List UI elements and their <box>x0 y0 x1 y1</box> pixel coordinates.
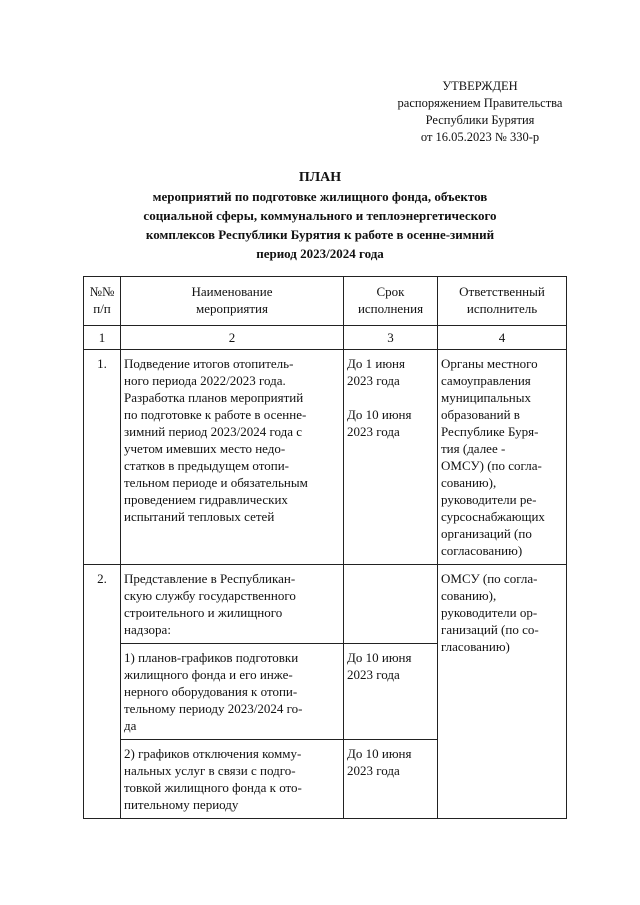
row-responsible: Органы местного самоуправления муниципальных образований в Республике Буря- тия (далее - ОМСУ) (по согла- сованию), руководители ре- сурсоснабжающих организаций (по согласованию) <box>438 350 567 565</box>
subitem-activity: 2) графиков отключения комму- нальных услуг в связи с подго- товкой жилищного фонда к ото- пительному периоду <box>121 740 344 819</box>
table-row <box>84 350 567 565</box>
row-number: 1. <box>84 350 121 565</box>
approval-authority: распоряжением Правительства <box>397 96 563 110</box>
title-line: период 2023/2024 года <box>256 246 384 261</box>
approval-status: УТВЕРЖДЕН <box>442 79 518 93</box>
column-number: 3 <box>344 326 438 350</box>
row-activity: Подведение итогов отопитель- ного периода 2022/2023 года. Разработка планов мероприятий по подготовке к работе в осенне- зимний период 2023/2024 года с учетом имевших место недо- статков в предыдущем отопи- тельном периоде и обязательным проведением гидравлических испытаний тепловых сетей <box>121 350 344 565</box>
column-number: 4 <box>438 326 567 350</box>
header-responsible: Ответственный исполнитель <box>438 277 567 326</box>
row-term-empty <box>344 565 438 644</box>
row-term: До 1 июня 2023 года До 10 июня 2023 года <box>344 350 438 565</box>
plan-table <box>83 276 567 819</box>
table-header-row <box>84 277 567 326</box>
header-term: Срок исполнения <box>344 277 438 326</box>
column-number: 1 <box>84 326 121 350</box>
table-row <box>84 565 567 644</box>
approval-date: от 16.05.2023 № 330-р <box>420 130 540 144</box>
subitem-term: До 10 июня 2023 года <box>344 740 438 819</box>
title-line: социальной сферы, коммунального и теплоэнергетического <box>143 208 497 223</box>
title-line: комплексов Республики Бурятия к работе в осенне-зимний <box>145 227 495 242</box>
subitem-term: До 10 июня 2023 года <box>344 644 438 740</box>
header-name: Наименование мероприятия <box>121 277 344 326</box>
document-title <box>90 168 550 263</box>
approval-stamp <box>380 78 580 146</box>
row-number: 2. <box>84 565 121 819</box>
subitem-activity: 1) планов-графиков подготовки жилищного фонда и его инже- нерного оборудования к отопи- тельному периоду 2023/2024 го- да <box>121 644 344 740</box>
approval-region: Республики Бурятия <box>425 113 535 127</box>
column-number: 2 <box>121 326 344 350</box>
header-num: №№ п/п <box>84 277 121 326</box>
row-activity: Представление в Республикан- скую службу государственного строительного и жилищного надзора: <box>121 565 344 644</box>
column-number-row <box>84 326 567 350</box>
title-main: ПЛАН <box>298 170 342 185</box>
title-line: мероприятий по подготовке жилищного фонда, объектов <box>152 189 488 204</box>
row-responsible: ОМСУ (по согла- сованию), руководители ор- ганизаций (по со- гласованию) <box>438 565 567 819</box>
